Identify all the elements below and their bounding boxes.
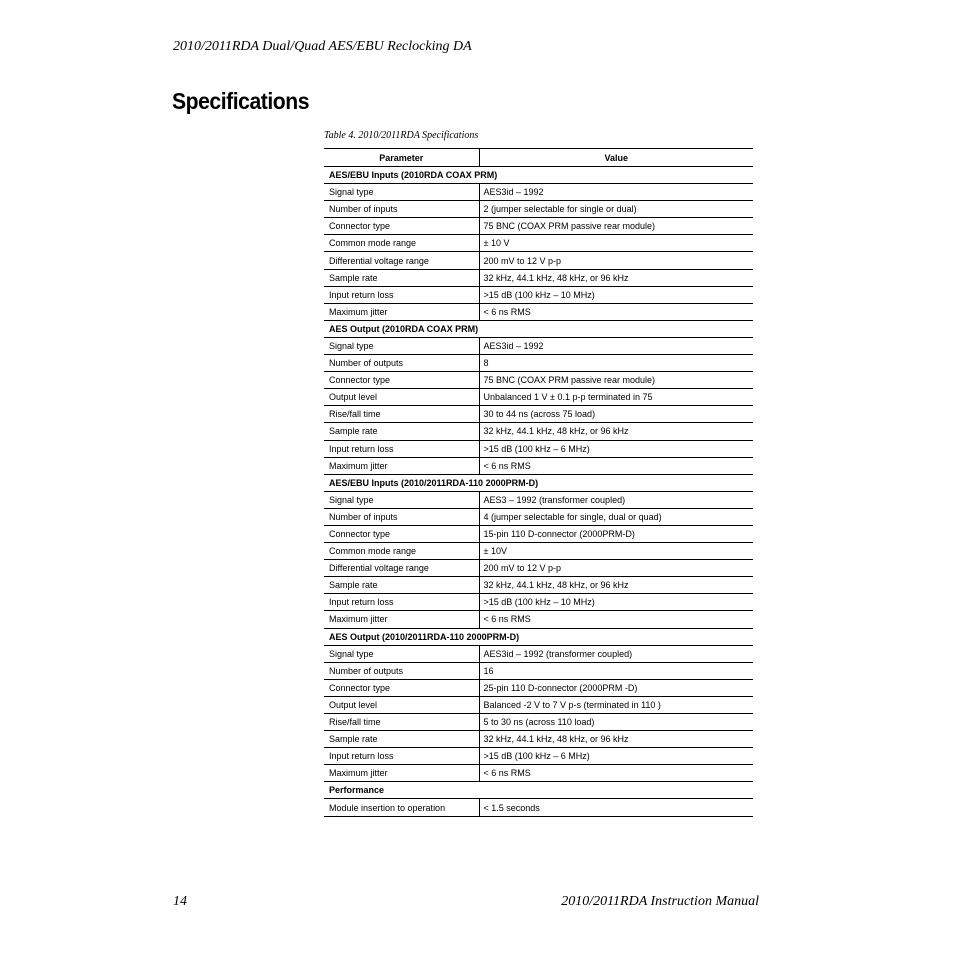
value-cell: AES3id – 1992 (479, 337, 753, 354)
parameter-cell: Maximum jitter (324, 303, 479, 320)
parameter-cell: Input return loss (324, 594, 479, 611)
value-cell: < 6 ns RMS (479, 611, 753, 628)
section-row (324, 628, 753, 645)
parameter-cell: Sample rate (324, 577, 479, 594)
parameter-cell: Common mode range (324, 543, 479, 560)
table-row (324, 662, 753, 679)
page-number: 14 (173, 894, 187, 909)
value-cell: 4 (jumper selectable for single, dual or quad) (479, 508, 753, 525)
parameter-cell: Input return loss (324, 748, 479, 765)
parameter-cell: Number of outputs (324, 662, 479, 679)
parameter-cell: Input return loss (324, 440, 479, 457)
parameter-cell: Module insertion to operation (324, 799, 479, 816)
table-row (324, 355, 753, 372)
value-cell: 32 kHz, 44.1 kHz, 48 kHz, or 96 kHz (479, 269, 753, 286)
table-row (324, 235, 753, 252)
parameter-cell: Differential voltage range (324, 252, 479, 269)
table-row (324, 696, 753, 713)
table-row (324, 594, 753, 611)
section-row (324, 782, 753, 799)
table-row (324, 269, 753, 286)
value-cell: < 6 ns RMS (479, 457, 753, 474)
section-heading: Performance (324, 782, 753, 799)
table-row (324, 731, 753, 748)
section-row (324, 474, 753, 491)
value-cell: 30 to 44 ns (across 75 load) (479, 406, 753, 423)
value-cell: ± 10V (479, 543, 753, 560)
table-row (324, 457, 753, 474)
parameter-cell: Sample rate (324, 423, 479, 440)
table-row (324, 611, 753, 628)
table-row (324, 577, 753, 594)
value-cell: Unbalanced 1 V ± 0.1 p-p terminated in 75 (479, 389, 753, 406)
parameter-cell: Common mode range (324, 235, 479, 252)
parameter-cell: Sample rate (324, 731, 479, 748)
parameter-cell: Connector type (324, 218, 479, 235)
section-heading: AES/EBU Inputs (2010/2011RDA-110 2000PRM-D) (324, 474, 753, 491)
table-row (324, 543, 753, 560)
value-cell: 15-pin 110 D-connector (2000PRM-D) (479, 525, 753, 542)
parameter-cell: Maximum jitter (324, 765, 479, 782)
table-row (324, 423, 753, 440)
parameter-cell: Rise/fall time (324, 406, 479, 423)
table-row (324, 389, 753, 406)
table-body (324, 167, 753, 817)
parameter-cell: Sample rate (324, 269, 479, 286)
parameter-cell: Connector type (324, 679, 479, 696)
table-row (324, 765, 753, 782)
table-row (324, 184, 753, 201)
parameter-cell: Differential voltage range (324, 560, 479, 577)
parameter-cell: Number of inputs (324, 508, 479, 525)
parameter-cell: Number of inputs (324, 201, 479, 218)
parameter-cell: Rise/fall time (324, 714, 479, 731)
table-row (324, 337, 753, 354)
table-row (324, 714, 753, 731)
table-row (324, 252, 753, 269)
parameter-cell: Signal type (324, 337, 479, 354)
running-header: 2010/2011RDA Dual/Quad AES/EBU Reclocking DA (173, 39, 472, 54)
value-cell: Balanced -2 V to 7 V p-s (terminated in 110 ) (479, 696, 753, 713)
value-cell: 200 mV to 12 V p-p (479, 252, 753, 269)
table-row (324, 286, 753, 303)
parameter-cell: Connector type (324, 372, 479, 389)
table-row (324, 679, 753, 696)
table-row (324, 508, 753, 525)
table-row (324, 201, 753, 218)
value-cell: AES3id – 1992 (transformer coupled) (479, 645, 753, 662)
parameter-cell: Output level (324, 696, 479, 713)
table-caption: Table 4. 2010/2011RDA Specifications (324, 130, 479, 141)
value-cell: 32 kHz, 44.1 kHz, 48 kHz, or 96 kHz (479, 577, 753, 594)
value-cell: 200 mV to 12 V p-p (479, 560, 753, 577)
running-footer: 2010/2011RDA Instruction Manual (561, 894, 759, 909)
parameter-cell: Maximum jitter (324, 611, 479, 628)
section-row (324, 320, 753, 337)
parameter-cell: Signal type (324, 491, 479, 508)
table-row (324, 799, 753, 816)
table-row (324, 303, 753, 320)
value-cell: 16 (479, 662, 753, 679)
parameter-cell: Input return loss (324, 286, 479, 303)
table-header-row (324, 149, 753, 167)
value-cell: >15 dB (100 kHz – 6 MHz) (479, 440, 753, 457)
table-row (324, 748, 753, 765)
value-cell: 8 (479, 355, 753, 372)
table-row (324, 525, 753, 542)
value-cell: AES3id – 1992 (479, 184, 753, 201)
section-heading: AES/EBU Inputs (2010RDA COAX PRM) (324, 167, 753, 184)
parameter-cell: Number of outputs (324, 355, 479, 372)
value-cell: AES3 – 1992 (transformer coupled) (479, 491, 753, 508)
value-cell: 75 BNC (COAX PRM passive rear module) (479, 218, 753, 235)
value-cell: 2 (jumper selectable for single or dual) (479, 201, 753, 218)
value-cell: >15 dB (100 kHz – 10 MHz) (479, 594, 753, 611)
value-cell: 32 kHz, 44.1 kHz, 48 kHz, or 96 kHz (479, 731, 753, 748)
value-cell: ± 10 V (479, 235, 753, 252)
table-row (324, 645, 753, 662)
section-row (324, 167, 753, 184)
table-row (324, 560, 753, 577)
parameter-cell: Connector type (324, 525, 479, 542)
table-row (324, 218, 753, 235)
value-cell: >15 dB (100 kHz – 6 MHz) (479, 748, 753, 765)
page-title: Specifications (172, 88, 310, 114)
table-row (324, 440, 753, 457)
value-cell: < 6 ns RMS (479, 765, 753, 782)
value-cell: < 1.5 seconds (479, 799, 753, 816)
table-row (324, 491, 753, 508)
value-cell: 5 to 30 ns (across 110 load) (479, 714, 753, 731)
table-row (324, 406, 753, 423)
parameter-cell: Output level (324, 389, 479, 406)
value-cell: < 6 ns RMS (479, 303, 753, 320)
parameter-cell: Maximum jitter (324, 457, 479, 474)
column-header-parameter: Parameter (324, 149, 479, 167)
section-heading: AES Output (2010RDA COAX PRM) (324, 320, 753, 337)
table-row (324, 372, 753, 389)
value-cell: 75 BNC (COAX PRM passive rear module) (479, 372, 753, 389)
column-header-value: Value (479, 149, 753, 167)
value-cell: 32 kHz, 44.1 kHz, 48 kHz, or 96 kHz (479, 423, 753, 440)
parameter-cell: Signal type (324, 645, 479, 662)
section-heading: AES Output (2010/2011RDA-110 2000PRM-D) (324, 628, 753, 645)
value-cell: 25-pin 110 D-connector (2000PRM -D) (479, 679, 753, 696)
value-cell: >15 dB (100 kHz – 10 MHz) (479, 286, 753, 303)
parameter-cell: Signal type (324, 184, 479, 201)
specifications-table (324, 148, 753, 817)
